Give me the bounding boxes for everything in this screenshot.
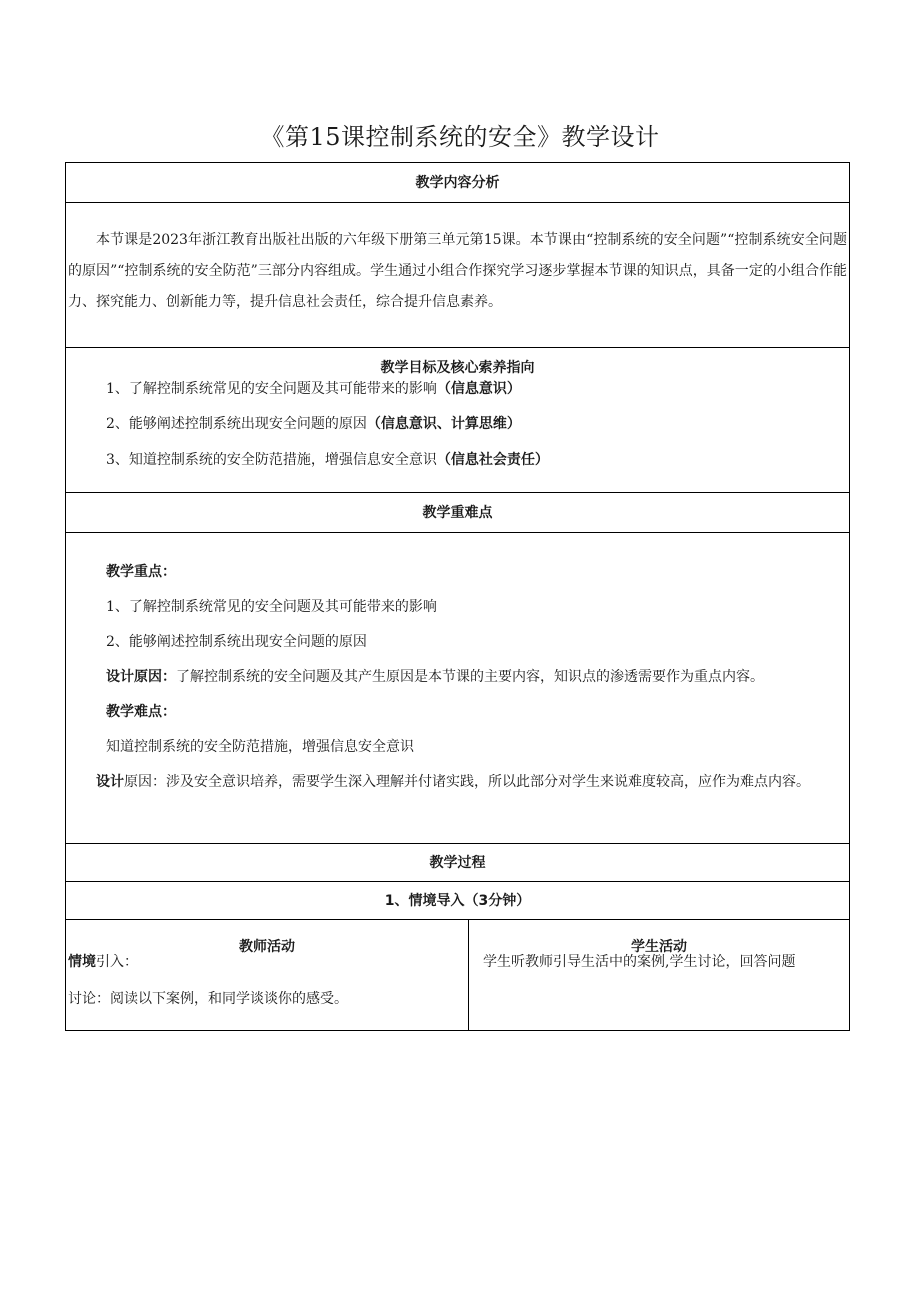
step-heading: 1、情境导入（3分钟） — [66, 882, 849, 920]
key-point-item: 1、了解控制系统常见的安全问题及其可能带来的影响 — [106, 599, 437, 615]
teacher-activity-heading: 教师活动 — [239, 939, 295, 955]
difficulty-label: 教学难点： — [106, 704, 176, 720]
goal-item: 2、能够阐述控制系统出现安全问题的原因（信息意识、计算思维） — [106, 416, 521, 432]
process-heading: 教学过程 — [66, 844, 849, 882]
difficulty-reason: 设计原因：涉及安全意识培养，需要学生深入理解并付诸实践，所以此部分对学生来说难度较高，应作为难点内容。 — [96, 774, 810, 790]
content-analysis-paragraph: 本节课是2023年浙江教育出版社出版的六年级下册第三单元第15课。本节课由“控制系统的安全问题”“控制系统安全问题的原因”“控制系统的安全防范”三部分内容组成。学生通过小组合作探究学习逐步掌握本节课的知识点，具备一定的小组合作能力、探究能力、创新能力等，提升信息社会责任，综合提升信息素养。 — [68, 232, 847, 310]
activity-table — [66, 920, 849, 1031]
teacher-discussion: 讨论：阅读以下案例，和同学谈谈你的感受。 — [68, 991, 348, 1007]
key-point-item: 2、能够阐述控制系统出现安全问题的原因 — [106, 634, 367, 650]
teacher-intro: 情境引入： — [68, 954, 138, 970]
lesson-plan-table — [65, 162, 850, 1031]
content-analysis-cell — [66, 203, 849, 348]
goals-heading: 教学目标及核心索养指向 — [380, 360, 535, 376]
key-point-reason: 设计原因：了解控制系统的安全问题及其产生原因是本节课的主要内容，知识点的渗透需要作为重点内容。 — [106, 669, 764, 685]
key-points-heading: 教学重难点 — [66, 493, 849, 533]
goal-item: 1、了解控制系统常见的安全问题及其可能带来的影响（信息意识） — [106, 381, 521, 397]
goals-cell — [66, 348, 849, 493]
key-points-cell — [66, 533, 849, 844]
goal-item: 3、知道控制系统的安全防范措施，增强信息安全意识（信息社会责任） — [106, 452, 549, 468]
student-activity-heading: 学生活动 — [631, 939, 687, 955]
difficulty-item: 知道控制系统的安全防范措施，增强信息安全意识 — [106, 739, 414, 755]
student-activity-text: 学生听教师引导生活中的案例,学生讨论，回答问题 — [483, 954, 796, 970]
content-analysis-heading: 教学内容分析 — [66, 163, 849, 203]
student-column — [469, 920, 849, 1030]
key-points-label: 教学重点： — [106, 564, 176, 580]
page-title: 《第15课控制系统的安全》教学设计 — [260, 123, 660, 151]
teacher-column — [66, 920, 469, 1030]
